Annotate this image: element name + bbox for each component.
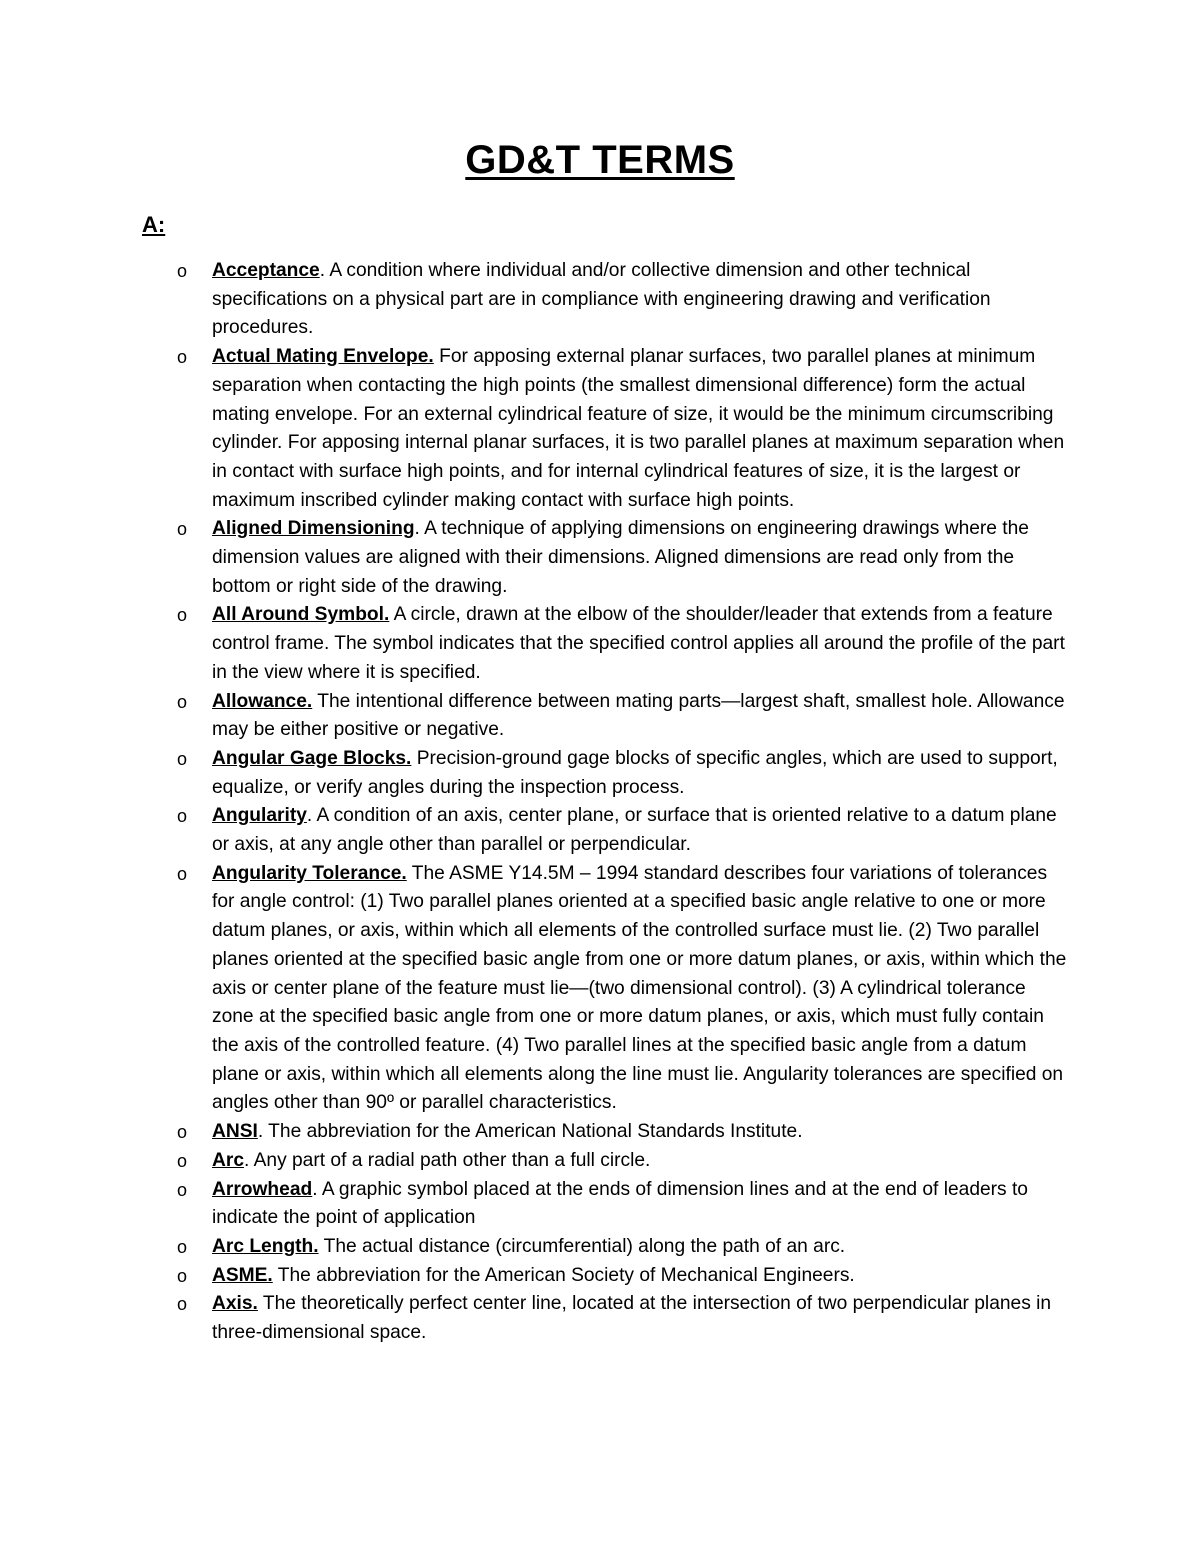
bullet-icon: o [177,605,188,626]
term-definition: The abbreviation for the American National Standards Institute. [263,1121,803,1143]
term-entry [0,1233,1200,1262]
term-definition: For apposing external planar surfaces, two parallel planes at minimum separation when contacting the high points (the smallest dimensional difference) form the actual mating envelope. For an external cylindrical feature of size, it would be the minimum circumscribing cylinder. For apposing internal planar surfaces, it is two parallel planes at maximum separation when in contact with surface high points, and for internal cylindrical features of size, it is the largest or maximum inscribed cylinder making contact with surface high points. [212,346,1065,511]
bullet-icon: o [177,1236,188,1257]
term-name: Allowance. [212,690,313,712]
section-heading-a: A: [142,212,166,237]
term-name: Angular Gage Blocks. [212,747,412,769]
term-name: ANSI [212,1121,258,1143]
term-definition: The ASME Y14.5M – 1994 standard describes four variations of tolerances for angle control: (1) Two parallel planes oriented at a specified basic angle relative to one or more datum planes, or axis, within which all elements of the controlled surface must lie. (2) Two parallel planes oriented at the specified basic angle from one or more datum planes, or axis, within which the axis or center plane of the feature must lie—(two dimensional control). (3) A cylindrical tolerance zone at the specified basic angle from one or more datum planes, or axis, which must fully contain the axis of the controlled feature. (4) Two parallel lines at the specified basic angle from a datum plane or axis, within which all elements along the line must lie. Angularity tolerances are specified on angles other than 90º or parallel characteristics. [212,862,1067,1114]
term-separator: . [244,1149,250,1171]
term-entry [0,1176,1200,1233]
bullet-icon: o [177,347,188,368]
term-entry [0,1118,1200,1147]
term-definition: A circle, drawn at the elbow of the shoulder/leader that extends from a feature control frame. The symbol indicates that the specified control applies all around the profile of the part in the view where it is specified. [212,604,1065,683]
term-name: Acceptance [212,260,320,281]
term-separator: . [414,518,420,540]
term-definition: The theoretically perfect center line, located at the intersection of two perpendicular planes in three-dimensional space. [212,1293,1052,1344]
term-name: Arrowhead [212,1178,313,1200]
term-entry [0,515,1200,601]
term-separator: . [319,260,326,281]
term-separator: . [306,805,313,827]
bullet-icon: o [177,748,188,769]
term-name: Arc Length. [212,1235,319,1257]
term-entry [0,343,1200,515]
term-entry [0,257,1200,343]
term-separator: . [257,1121,264,1143]
term-definition: Precision-ground gage blocks of specific angles, which are used to support, equalize, or verify angles during the inspection process. [212,747,1058,798]
term-name: Aligned Dimensioning [212,518,415,540]
bullet-icon: o [177,1294,188,1315]
document-title: GD&T TERMS [465,138,735,182]
bullet-icon: o [177,261,188,281]
bullet-icon: o [177,806,188,827]
term-entry [0,802,1200,859]
term-name: Angularity Tolerance. [212,862,407,884]
term-name: Arc [212,1149,244,1171]
term-name: All Around Symbol. [212,604,390,626]
term-entry [0,1147,1200,1176]
term-definition: Any part of a radial path other than a full circle. [249,1149,651,1171]
term-entry [0,860,1200,1118]
bullet-icon: o [177,519,188,540]
term-definition: The abbreviation for the American Society of Mechanical Engineers. [272,1264,855,1286]
term-definition: The actual distance (circumferential) along the path of an arc. [318,1235,846,1257]
term-name: Actual Mating Envelope. [212,346,434,368]
term-definition: A technique of applying dimensions on engineering drawings where the dimension values are aligned with their dimensions. Aligned dimensions are read only from the bottom or right side of the drawing. [212,518,1029,597]
bullet-icon: o [177,1265,188,1286]
bullet-icon: o [177,1150,188,1171]
term-entry [0,1262,1200,1291]
term-entry [0,688,1200,745]
term-entry [0,1290,1200,1347]
term-name: Angularity [212,805,307,827]
term-definition: A condition of an axis, center plane, or surface that is oriented relative to a datum plane or axis, at any angle other than parallel or perpendicular. [212,805,1057,856]
bullet-icon: o [177,863,188,884]
bullet-icon: o [177,1122,188,1143]
term-list [0,257,1200,1348]
term-definition: A graphic symbol placed at the ends of dimension lines and at the end of leaders to indicate the point of application [212,1178,1028,1229]
term-definition: The intentional difference between mating parts—largest shaft, smallest hole. Allowance may be either positive or negative. [212,690,1065,741]
term-entry [0,745,1200,802]
term-name: ASME. [212,1264,273,1286]
term-definition: A condition where individual and/or collective dimension and other technical specifications on a physical part are in compliance with engineering drawing and verification procedures. [212,260,991,339]
bullet-icon: o [177,691,188,712]
term-separator: . [312,1178,318,1200]
term-name: Axis. [212,1293,258,1315]
bullet-icon: o [177,1179,188,1200]
term-entry [0,601,1200,687]
